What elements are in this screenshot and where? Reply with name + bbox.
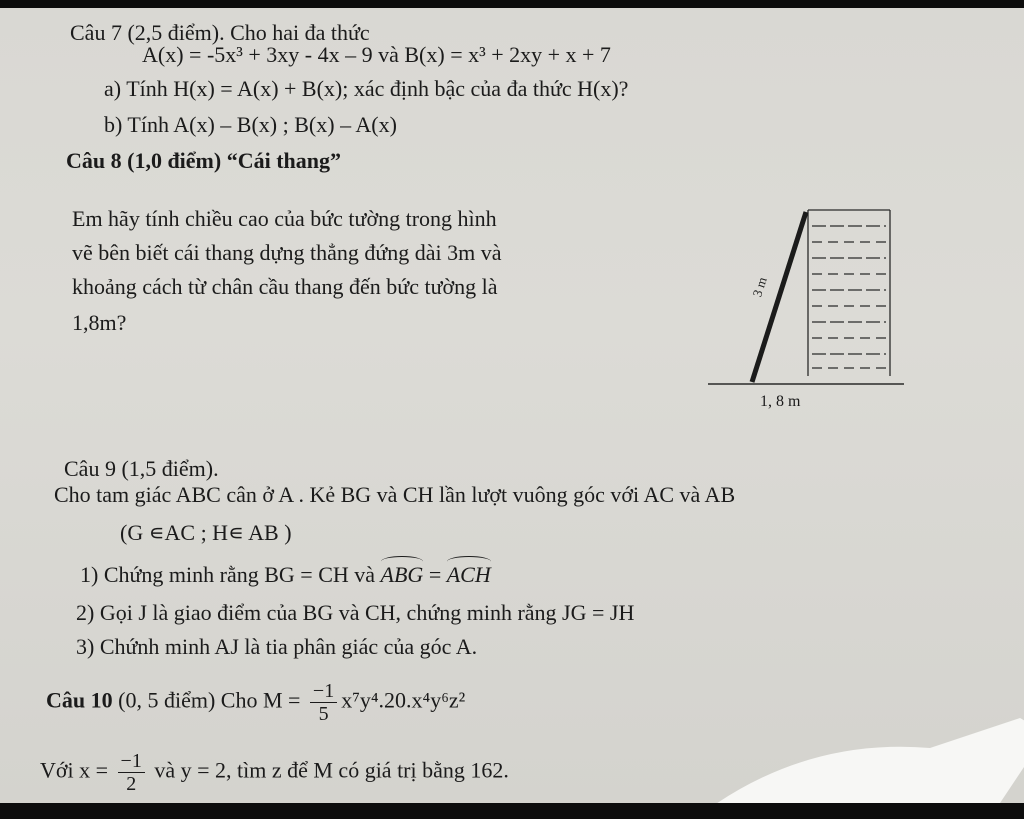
q9-item-1-eq: = — [423, 562, 447, 587]
q10-line-2-prefix: Với x = — [40, 757, 114, 783]
q8-body-line-1: Em hãy tính chiều cao của bức tường trong hình — [72, 206, 497, 231]
q10-title-rest: (0, 5 điểm) Cho M = — [112, 687, 306, 713]
q10-frac-num: −1 — [310, 680, 337, 703]
q10-coefficient-fraction — [310, 680, 337, 725]
q10-x-den: 2 — [126, 773, 137, 795]
q8-body-line-3: khoảng cách từ chân cầu thang đến bức tường là — [72, 274, 498, 299]
q7-part-b: b) Tính A(x) – B(x) ; B(x) – A(x) — [104, 112, 397, 137]
q8-body-line-4: 1,8m? — [72, 310, 127, 335]
q9-intro: Cho tam giác ABC cân ở A . Kẻ BG và CH lần lượt vuông góc với AC và AB — [54, 482, 736, 507]
q10-line-1 — [46, 680, 465, 725]
q9-item-1 — [80, 562, 491, 588]
q10-x-num: −1 — [118, 750, 145, 773]
ladder-length-label: 3 m — [749, 275, 770, 299]
q9-item-2: 2) Gọi J là giao điểm của BG và CH, chứng minh rằng JG = JH — [76, 600, 635, 625]
q10-x-fraction — [118, 750, 145, 795]
q10-frac-den: 5 — [318, 703, 329, 725]
exam-paper — [0, 8, 1024, 803]
q10-title: Câu 10 — [46, 687, 113, 713]
q9-title: Câu 9 (1,5 điểm). — [64, 456, 219, 481]
q9-item-1-text: 1) Chứng minh rằng BG = CH và — [80, 562, 381, 587]
q7-part-a: a) Tính H(x) = A(x) + B(x); xác định bậc của đa thức H(x)? — [104, 76, 629, 101]
ladder-wall-figure — [700, 198, 920, 418]
q10-expression: x⁷y⁴.20.x⁴y⁶z² — [341, 687, 466, 713]
q10-line-2-rest: và y = 2, tìm z để M có giá trị bằng 162. — [148, 757, 509, 783]
angle-abg: ABG — [380, 562, 424, 587]
q7-title-text: Câu 7 (2,5 điểm). Cho hai đa thức — [70, 20, 370, 45]
paper-glare — [690, 698, 1024, 803]
q9-condition: (G ∊AC ; H∊ AB ) — [120, 520, 292, 545]
q8-body-line-2: vẽ bên biết cái thang dựng thẳng đứng dài 3m và — [72, 240, 502, 265]
angle-ach: ACH — [446, 562, 491, 587]
q9-item-3: 3) Chứnh minh AJ là tia phân giác của góc A. — [76, 634, 478, 659]
brick-wall — [808, 210, 890, 376]
q8-title: Câu 8 (1,0 điểm) “Cái thang” — [66, 148, 342, 173]
q10-line-2 — [40, 750, 509, 795]
q7-polynomials: A(x) = -5x³ + 3xy - 4x – 9 và B(x) = x³ + 2xy + x + 7 — [142, 42, 611, 67]
base-distance-label: 1, 8 m — [760, 393, 801, 410]
